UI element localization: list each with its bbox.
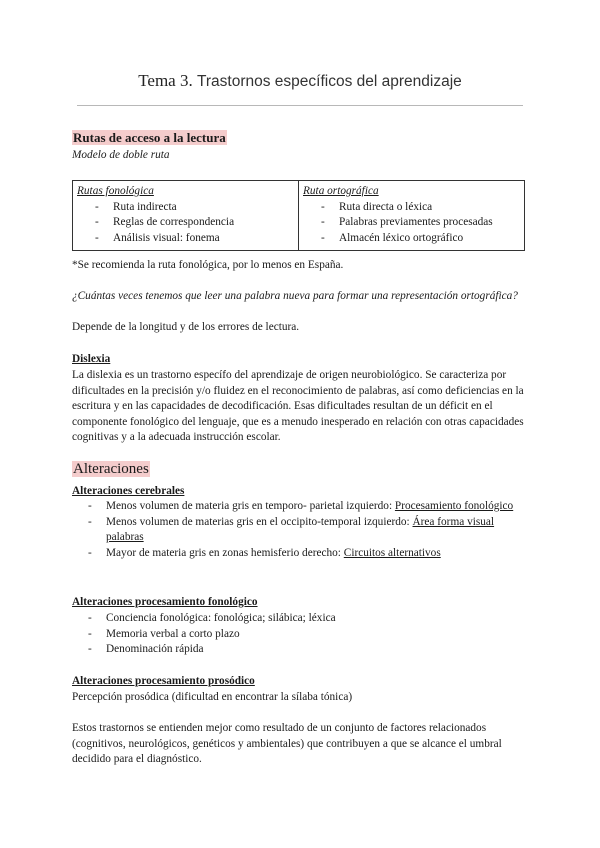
term-link: Procesamiento fonológico: [394, 500, 514, 512]
term-link: Circuitos alternativos: [343, 546, 441, 559]
list-item: - Denominación rápida: [72, 642, 530, 658]
alteraciones-heading: Alteraciones: [73, 461, 149, 477]
dislexia-heading: Dislexia: [72, 353, 111, 365]
term-link: Área forma visual palabras: [106, 515, 495, 544]
routes-cell-ortografica: [299, 181, 525, 251]
routes-head-fonologica: Rutas fonológica: [77, 185, 154, 197]
title-divider: [77, 105, 523, 106]
rutas-subheading: Modelo de doble ruta: [72, 149, 170, 161]
list-item: - Ruta indirecta: [77, 200, 294, 216]
list-item: - Reglas de correspondencia: [77, 215, 294, 231]
fonologico-list: [72, 611, 530, 658]
cerebrales-list: [72, 499, 530, 561]
fonologico-heading: Alteraciones procesamiento fonológico: [72, 596, 258, 608]
routes-head-ortografica: Ruta ortográfica: [303, 185, 379, 197]
prosodico-text: Percepción prosódica (dificultad en encontrar la sílaba tónica): [72, 691, 353, 703]
routes-cell-fonologica: [73, 181, 299, 251]
rutas-note: *Se recomienda la ruta fonológica, por lo menos en España.: [72, 259, 344, 271]
list-item: - Almacén léxico ortográfico: [303, 231, 520, 247]
dislexia-text: La dislexia es un trastorno específo del aprendizaje de origen neurobiológico. Se caracteriza por dificultades en la precisión y/o fluidez en el reconocimiento de palabras, así como deficiencias en la escritura y en las capacidades de decodificación. Esas dificultades resultan de un déficit en el componente fonológico del lenguaje, que es a menudo inesperado en relación con otras capacidades cognitivas y a la adecuada instrucción escolar.: [72, 369, 524, 444]
title-text: Trastornos específicos del aprendizaje: [196, 73, 462, 90]
rutas-heading: Rutas de acceso a la lectura: [73, 130, 226, 145]
rutas-answer: Depende de la longitud y de los errores de lectura.: [72, 321, 300, 333]
list-item: - Menos volumen de materia gris en temporo- parietal izquierdo: Procesamiento fonológico: [72, 499, 530, 515]
routes-table: [72, 180, 525, 251]
list-item: - Mayor de materia gris en zonas hemisferio derecho: Circuitos alternativos: [72, 546, 530, 562]
list-item: - Conciencia fonológica: fonológica; silábica; léxica: [72, 611, 530, 627]
list-item: - Análisis visual: fonema: [77, 231, 294, 247]
list-item: - Ruta directa o léxica: [303, 200, 520, 216]
list-item: - Palabras previamentes procesadas: [303, 215, 520, 231]
rutas-question: ¿Cuántas veces tenemos que leer una palabra nueva para formar una representación ortográfica?: [72, 290, 518, 302]
page-title: [0, 70, 600, 93]
prosodico-heading: Alteraciones procesamiento prosódico: [72, 675, 255, 687]
cerebrales-heading: Alteraciones cerebrales: [72, 485, 185, 497]
list-item: - Menos volumen de materias gris en el occipito-temporal izquierdo: Área forma visual palabras: [72, 515, 530, 546]
list-item: - Memoria verbal a corto plazo: [72, 627, 530, 643]
conclusion-text: Estos trastornos se entienden mejor como resultado de un conjunto de factores relacionados (cognitivos, neurológicos, genéticos y ambientales) que contribuyen a que se alcance el umbral decidido para el diagnóstico.: [72, 722, 502, 766]
title-number: Tema 3.: [138, 71, 193, 90]
